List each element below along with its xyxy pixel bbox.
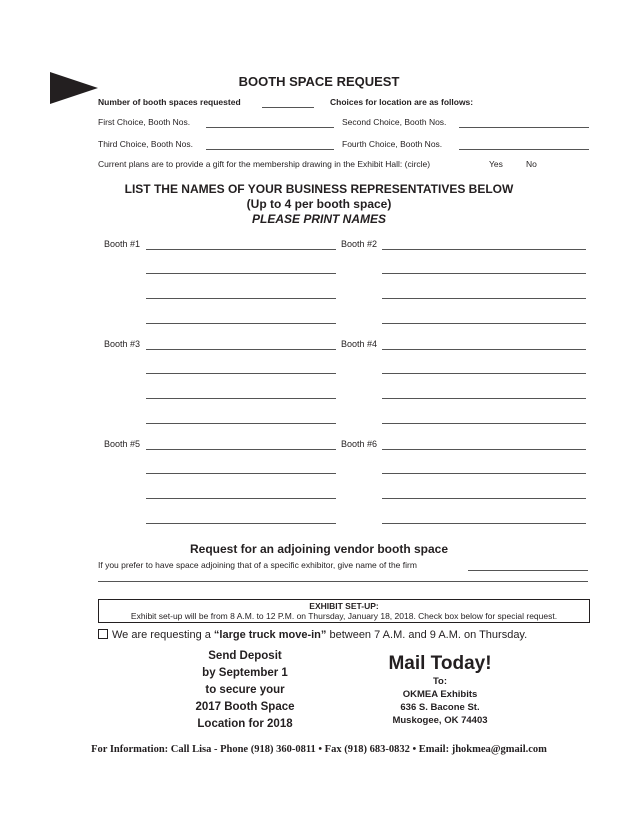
booth-5-name-4[interactable] (146, 523, 336, 524)
booth-3-name-1[interactable] (146, 349, 336, 350)
second-choice-label: Second Choice, Booth Nos. (342, 117, 447, 127)
booth-1-label: Booth #1 (104, 239, 141, 249)
booth-2-label: Booth #2 (341, 239, 378, 249)
setup-heading: EXHIBIT SET-UP: (309, 601, 379, 611)
booth-2-name-1[interactable] (382, 249, 586, 250)
third-choice-label: Third Choice, Booth Nos. (98, 139, 193, 149)
deposit-line: Location for 2018 (197, 718, 293, 730)
truck-request (98, 629, 527, 641)
truck-checkbox[interactable] (98, 629, 108, 639)
truck-text-pre: We are requesting a (112, 629, 214, 641)
gift-no-option[interactable]: No (526, 159, 537, 169)
booth-3-name-2[interactable] (146, 373, 336, 374)
adjoining-heading: Request for an adjoining vendor booth space (189, 542, 449, 556)
first-choice-label: First Choice, Booth Nos. (98, 117, 191, 127)
setup-text: Exhibit set-up will be from 8 A.M. to 12 P.M. on Thursday, January 18, 2018. Check box below for special request. (130, 611, 558, 621)
second-choice-field[interactable] (459, 127, 589, 128)
num-spaces-field[interactable] (262, 107, 314, 108)
reps-subheading: (Up to 4 per booth space) (246, 197, 392, 211)
deposit-line: 2017 Booth Space (195, 701, 295, 713)
booth-2-name-2[interactable] (382, 273, 586, 274)
first-choice-field[interactable] (206, 127, 334, 128)
mail-block (370, 653, 510, 727)
mail-line: OKMEA Exhibits (402, 689, 478, 700)
num-spaces-label: Number of booth spaces requested (98, 97, 241, 107)
form-title: BOOTH SPACE REQUEST (238, 74, 400, 89)
booth-4-name-2[interactable] (382, 373, 586, 374)
mail-line: Muskogee, OK 74403 (392, 715, 488, 726)
fourth-choice-field[interactable] (459, 149, 589, 150)
booth-6-name-2[interactable] (382, 473, 586, 474)
third-choice-field[interactable] (206, 149, 334, 150)
booth-6-name-3[interactable] (382, 498, 586, 499)
footer-contact: For Information: Call Lisa - Phone (918) 360-0811 • Fax (918) 683-0832 • Email: jhokmea@gmail.com (91, 744, 547, 755)
booth-4-name-4[interactable] (382, 423, 586, 424)
deposit-line: Send Deposit (208, 650, 282, 662)
gift-yes-option[interactable]: Yes (489, 159, 503, 169)
truck-text-bold: “large truck move-in” (213, 629, 327, 641)
reps-heading: LIST THE NAMES OF YOUR BUSINESS REPRESENTATIVES BELOW (124, 182, 514, 196)
booth-5-name-3[interactable] (146, 498, 336, 499)
booth-5-name-2[interactable] (146, 473, 336, 474)
mail-to: To: (432, 676, 448, 687)
booth-1-name-4[interactable] (146, 323, 336, 324)
booth-5-name-1[interactable] (146, 449, 336, 450)
booth-4-name-3[interactable] (382, 398, 586, 399)
adjoining-firm-field-2[interactable] (98, 581, 588, 582)
booth-3-name-4[interactable] (146, 423, 336, 424)
booth-5-label: Booth #5 (104, 439, 141, 449)
mail-title: Mail Today! (388, 653, 492, 674)
booth-6-name-4[interactable] (382, 523, 586, 524)
deposit-note (185, 648, 305, 733)
setup-box (98, 599, 590, 623)
booth-2-name-3[interactable] (382, 298, 586, 299)
booth-1-name-2[interactable] (146, 273, 336, 274)
adjoining-text: If you prefer to have space adjoining that of a specific exhibitor, give name of the firm (98, 560, 417, 570)
truck-text-post: between 7 A.M. and 9 A.M. on Thursday. (326, 629, 528, 641)
booth-4-name-1[interactable] (382, 349, 586, 350)
reps-print-note: PLEASE PRINT NAMES (251, 212, 386, 226)
booth-1-name-1[interactable] (146, 249, 336, 250)
fourth-choice-label: Fourth Choice, Booth Nos. (342, 139, 443, 149)
mail-line: 636 S. Bacone St. (400, 702, 480, 713)
deposit-line: by September 1 (202, 667, 288, 679)
deposit-line: to secure your (205, 684, 285, 696)
booth-2-name-4[interactable] (382, 323, 586, 324)
booth-3-label: Booth #3 (104, 339, 141, 349)
booth-6-label: Booth #6 (341, 439, 378, 449)
gift-text: Current plans are to provide a gift for the membership drawing in the Exhibit Hall: (circle) (98, 159, 431, 169)
booth-6-name-1[interactable] (382, 449, 586, 450)
booth-4-label: Booth #4 (341, 339, 378, 349)
booth-3-name-3[interactable] (146, 398, 336, 399)
adjoining-firm-field[interactable] (468, 570, 588, 571)
booth-1-name-3[interactable] (146, 298, 336, 299)
choices-label: Choices for location are as follows: (330, 97, 474, 107)
